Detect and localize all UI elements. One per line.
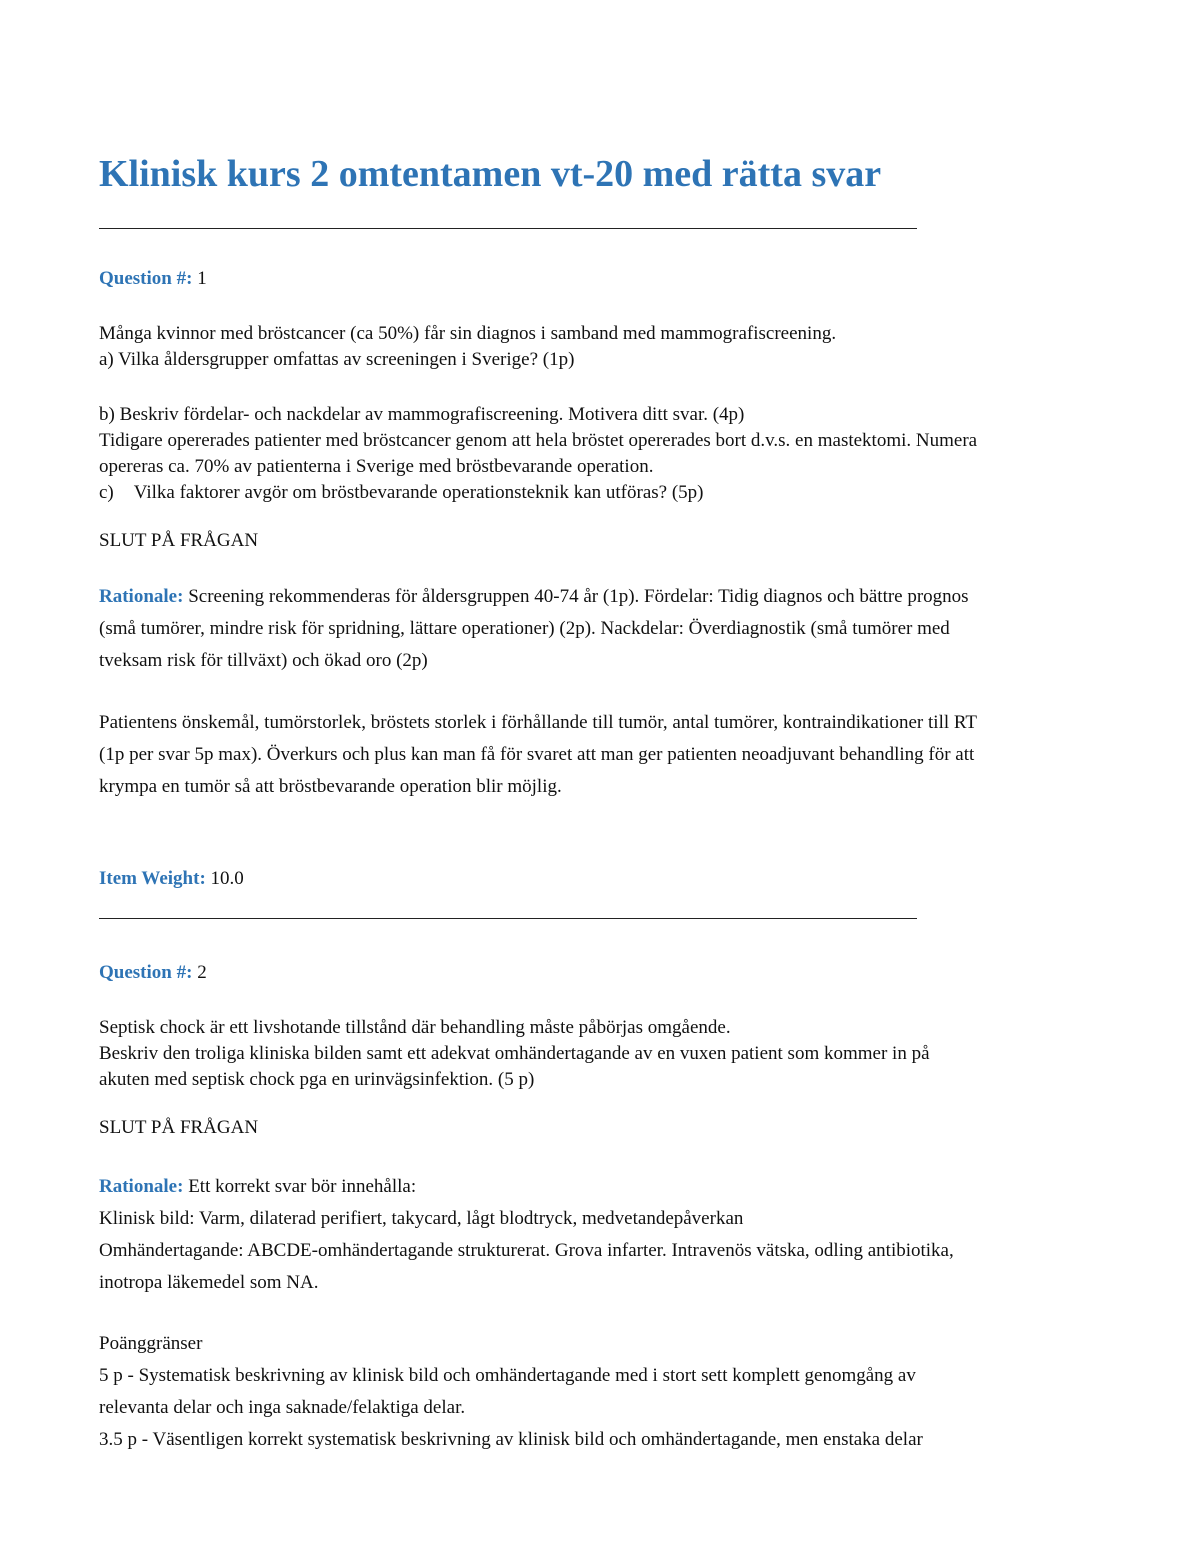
rationale-text-line: Omhändertagande: ABCDE-omhändertagande strukturerat. Grova infarter. Intravenös vätska, odling antibiotika, <box>99 1240 954 1261</box>
item-weight-label: Item Weight: <box>99 868 206 889</box>
rationale-text-line: Screening rekommenderas för åldersgruppen 40-74 år (1p). Fördelar: Tidig diagnos och bättre prognos <box>188 586 969 607</box>
document-title: Klinisk kurs 2 omtentamen vt-20 med rätta svar <box>99 153 882 195</box>
rationale-text-line: krympa en tumör så att bröstbevarande operation blir möjlig. <box>99 776 562 797</box>
question-1-item-weight <box>99 866 1109 892</box>
question-2-end-marker <box>99 1115 1109 1141</box>
question-2-scoring-thresholds <box>99 1328 1109 1456</box>
question-2-rationale <box>99 1171 1109 1299</box>
rationale-text-line: Ett korrekt svar bör innehålla: <box>188 1176 417 1197</box>
rationale-label: Rationale: <box>99 586 184 607</box>
rationale-label: Rationale: <box>99 1176 184 1197</box>
question-text-line: b) Beskriv fördelar- och nackdelar av mammografiscreening. Motivera ditt svar. (4p) <box>99 404 745 425</box>
question-1-text-part-1 <box>99 321 1109 373</box>
question-text-line: a) Vilka åldersgrupper omfattas av screeningen i Sverige? (1p) <box>99 349 575 370</box>
rationale-text-line: inotropa läkemedel som NA. <box>99 1272 319 1293</box>
question-1-rationale-part-2 <box>99 707 1109 803</box>
question-text-line: opereras ca. 70% av patienterna i Sverige med bröstbevarande operation. <box>99 456 654 477</box>
question-label: Question #: <box>99 268 193 289</box>
item-weight-value: 10.0 <box>210 868 244 889</box>
question-1-text-part-2 <box>99 402 1109 506</box>
question-text-line: akuten med septisk chock pga en urinvägsinfektion. (5 p) <box>99 1069 535 1090</box>
question-number: 1 <box>197 268 207 289</box>
end-of-question-text: SLUT PÅ FRÅGAN <box>99 1117 259 1138</box>
question-1-rationale <box>99 581 1109 677</box>
question-number: 2 <box>197 962 207 983</box>
scoring-line: 3.5 p - Väsentligen korrekt systematisk beskrivning av klinisk bild och omhändertagande, men enstaka delar <box>99 1429 923 1450</box>
title-divider <box>99 228 917 229</box>
end-of-question-text: SLUT PÅ FRÅGAN <box>99 530 259 551</box>
rationale-text-line: Klinisk bild: Varm, dilaterad perifiert, takycard, lågt blodtryck, medvetandepåverkan <box>99 1208 744 1229</box>
question-label: Question #: <box>99 962 193 983</box>
scoring-line: 5 p - Systematisk beskrivning av klinisk bild och omhändertagande med i stort sett komplett genomgång av <box>99 1365 916 1386</box>
question-text-line: Tidigare opererades patienter med bröstcancer genom att hela bröstet opererades bort d.v.s. en mastektomi. Numera <box>99 430 978 451</box>
rationale-text-line: (1p per svar 5p max). Överkurs och plus kan man få för svaret att man ger patienten neoadjuvant behandling för att <box>99 744 975 765</box>
question-divider <box>99 918 917 919</box>
question-1-end-marker <box>99 528 1109 554</box>
question-text-line: Beskriv den troliga kliniska bilden samt ett adekvat omhändertagande av en vuxen patient som kommer in på <box>99 1043 930 1064</box>
question-text-line: Vilka faktorer avgör om bröstbevarande operationsteknik kan utföras? (5p) <box>133 482 704 503</box>
question-2-text <box>99 1015 1109 1093</box>
rationale-text-line: tveksam risk för tillväxt) och ökad oro (2p) <box>99 650 428 671</box>
question-1-header <box>99 266 1109 292</box>
question-list-item-c <box>99 480 1109 506</box>
question-2-header <box>99 960 1109 986</box>
scoring-line: relevanta delar och inga saknade/felaktiga delar. <box>99 1397 466 1418</box>
question-text-line: Septisk chock är ett livshotande tillstånd där behandling måste påbörjas omgående. <box>99 1017 731 1038</box>
rationale-text-line: (små tumörer, mindre risk för spridning, lättare operationer) (2p). Nackdelar: Överdiagnostik (små tumörer med <box>99 618 950 639</box>
rationale-text-line: Patientens önskemål, tumörstorlek, bröstets storlek i förhållande till tumör, antal tumörer, kontraindikationer till RT <box>99 712 978 733</box>
question-text-line: Många kvinnor med bröstcancer (ca 50%) får sin diagnos i samband med mammografiscreening. <box>99 323 837 344</box>
scoring-heading: Poänggränser <box>99 1333 203 1354</box>
list-marker: c) <box>99 482 114 503</box>
